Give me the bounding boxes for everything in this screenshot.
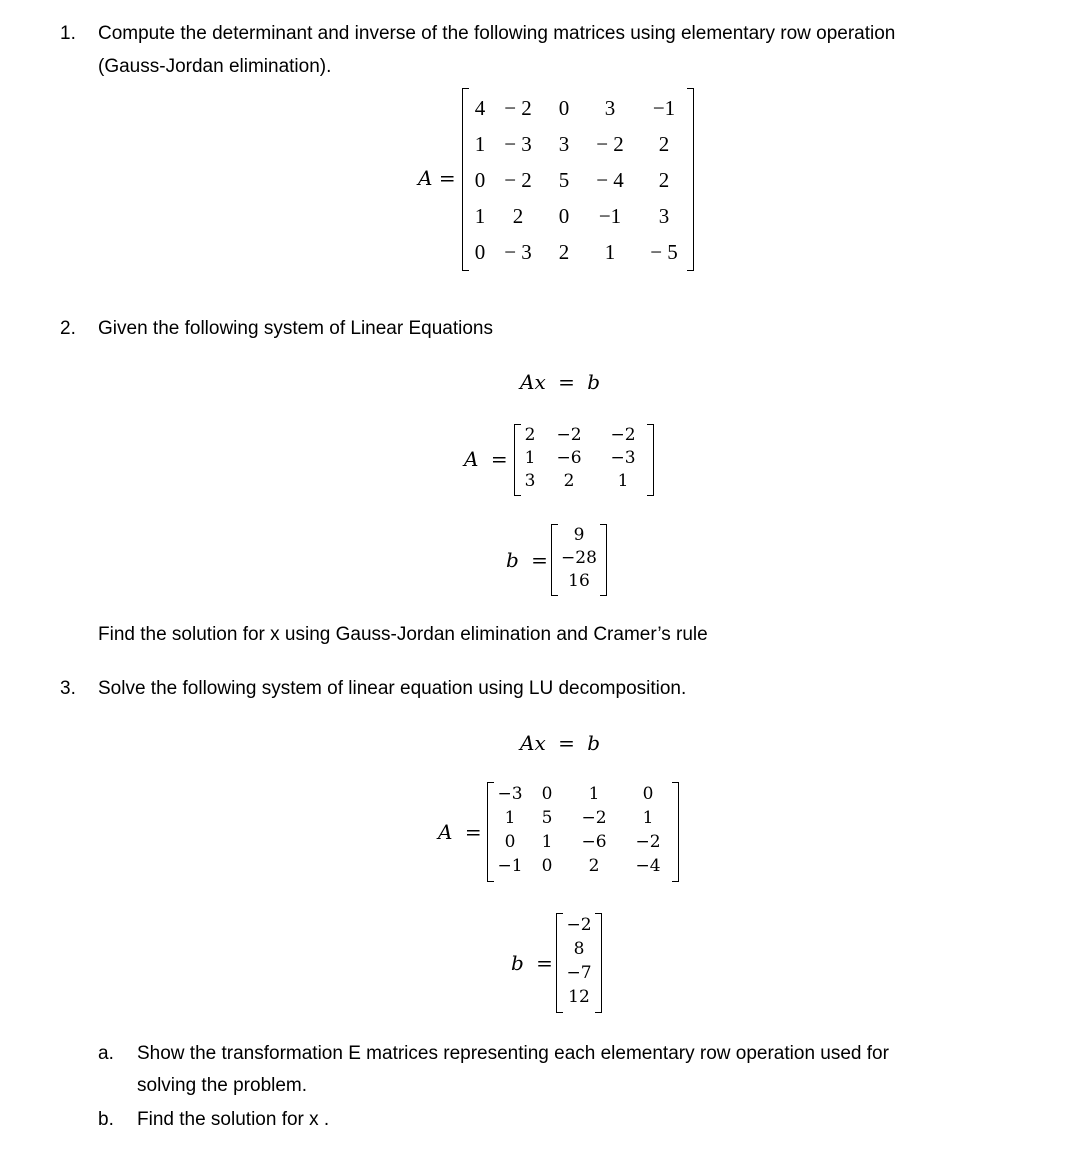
matrix-cell: −2 [556,425,582,445]
matrix-cell: 2 [588,856,600,876]
problem-2-matrix [514,424,654,496]
matrix-row [520,470,648,493]
matrix-cell: 1 [504,808,516,828]
vector-cell: −28 [561,548,597,568]
problem-3-number: 3. [60,678,76,699]
equation-rhs: b [587,731,601,755]
matrix-cell: 2 [558,239,570,264]
matrix-row [468,198,692,234]
equals-sign: = [464,820,482,844]
matrix-cell: 1 [588,784,600,804]
matrix-cell: −2 [635,832,661,852]
matrix-row [520,447,648,470]
matrix-symbol-A: A [464,447,479,471]
equals-sign: = [490,447,508,471]
matrix-cell: − 4 [596,167,624,192]
sub-item-b-text: Find the solution for x . [137,1109,330,1130]
matrix-cell: 1 [604,239,616,264]
matrix-cell: 3 [524,471,536,491]
vector-row [557,524,601,547]
matrix-row [468,162,692,198]
matrix-cell: 0 [558,95,570,120]
matrix-row [520,424,648,447]
vector-row [560,913,598,937]
matrix-cell: 0 [504,832,516,852]
sub-item-a-label: a. [98,1043,114,1064]
matrix-symbol-A: A [438,820,453,844]
problem-3-matrix-label [438,820,482,844]
vector-row [560,985,598,1009]
vector-row [557,570,601,593]
matrix-cell: −3 [610,448,636,468]
matrix-row [493,854,675,878]
matrix-cell: 2 [524,425,536,445]
problem-1-text: Compute the determinant and inverse of the following matrices using elementary row operation [98,23,896,44]
matrix-cell: −1 [497,856,523,876]
problem-2-instruction: Find the solution for x using Gauss-Jordan elimination and Cramer’s rule [98,624,708,645]
matrix-cell: 5 [558,167,570,192]
equation-rhs: b [587,370,601,394]
matrix-cell: 4 [474,95,486,120]
matrix-cell: −1 [598,203,622,228]
sub-item-a-text: Show the transformation E matrices representing each elementary row operation used for [137,1043,889,1064]
matrix-cell: 0 [474,239,486,264]
equals-sign: = [438,166,456,190]
matrix-cell: 0 [541,856,553,876]
problem-1-matrix-label [418,166,456,190]
matrix-cell: − 2 [596,131,624,156]
matrix-cell: 2 [512,203,524,228]
problem-1-text-cont: (Gauss-Jordan elimination). [98,56,332,77]
vector-cell: 9 [573,525,585,545]
matrix-cell: 1 [617,471,629,491]
matrix-cell: 5 [541,808,553,828]
matrix-row [468,234,692,270]
matrix-cell: 0 [541,784,553,804]
equals-sign: = [531,548,548,572]
problem-1-matrix-grid [468,90,692,270]
matrix-cell: −6 [581,832,607,852]
matrix-cell: 3 [604,95,616,120]
matrix-cell: −2 [581,808,607,828]
problem-2-matrix-label [464,447,508,471]
vector-cell: 12 [568,987,590,1007]
matrix-cell: 1 [541,832,553,852]
problem-2-number: 2. [60,318,76,339]
vector-symbol-b: b [511,951,524,975]
problem-2-text: Given the following system of Linear Equations [98,318,493,339]
equation-equals: = [558,370,575,394]
matrix-cell: 3 [658,203,670,228]
problem-3-matrix-grid [493,782,675,878]
problem-3-vector-label [511,951,553,975]
sub-item-a-text-cont: solving the problem. [137,1075,308,1096]
matrix-cell: −2 [610,425,636,445]
matrix-row [468,90,692,126]
matrix-cell: 0 [474,167,486,192]
vector-symbol-b: b [506,548,519,572]
matrix-cell: − 5 [650,239,678,264]
matrix-cell: 1 [474,131,486,156]
problem-1-number: 1. [60,23,76,44]
vector-row [557,547,601,570]
problem-2-matrix-grid [520,424,648,493]
matrix-row [468,126,692,162]
matrix-cell: 0 [558,203,570,228]
problem-3-text: Solve the following system of linear equation using LU decomposition. [98,678,687,699]
matrix-symbol-A: A [418,166,433,190]
matrix-cell: −6 [556,448,582,468]
matrix-row [493,830,675,854]
problem-3-vector-grid [560,913,598,1009]
matrix-row [493,806,675,830]
vector-cell: −7 [566,963,592,983]
matrix-cell: 1 [474,203,486,228]
matrix-cell: 1 [642,808,654,828]
problem-3-equation [520,731,600,755]
problem-2-vector-label [506,548,548,572]
matrix-cell: 2 [563,471,575,491]
matrix-cell: −1 [652,95,676,120]
problem-3-vector [556,913,602,1013]
matrix-cell: 2 [658,167,670,192]
matrix-cell: 1 [524,448,536,468]
problem-2-vector-grid [557,524,601,593]
problem-2-equation [520,370,600,394]
equals-sign: = [536,951,553,975]
matrix-cell: 2 [658,131,670,156]
matrix-cell: − 3 [504,131,532,156]
matrix-cell: − 3 [504,239,532,264]
problem-2-vector [551,524,607,596]
equation-lhs: Ax [520,731,546,755]
matrix-cell: − 2 [504,167,532,192]
vector-cell: −2 [566,915,592,935]
sub-item-b-label: b. [98,1109,114,1130]
matrix-cell: −3 [497,784,523,804]
vector-row [560,937,598,961]
matrix-cell: 3 [558,131,570,156]
matrix-cell: 0 [642,784,654,804]
matrix-cell: −4 [635,856,661,876]
matrix-cell: − 2 [504,95,532,120]
equation-lhs: Ax [520,370,546,394]
problem-3-matrix [487,782,679,882]
matrix-row [493,782,675,806]
vector-cell: 8 [573,939,585,959]
vector-row [560,961,598,985]
vector-cell: 16 [568,571,590,591]
problem-1-matrix [462,88,694,271]
equation-equals: = [558,731,575,755]
